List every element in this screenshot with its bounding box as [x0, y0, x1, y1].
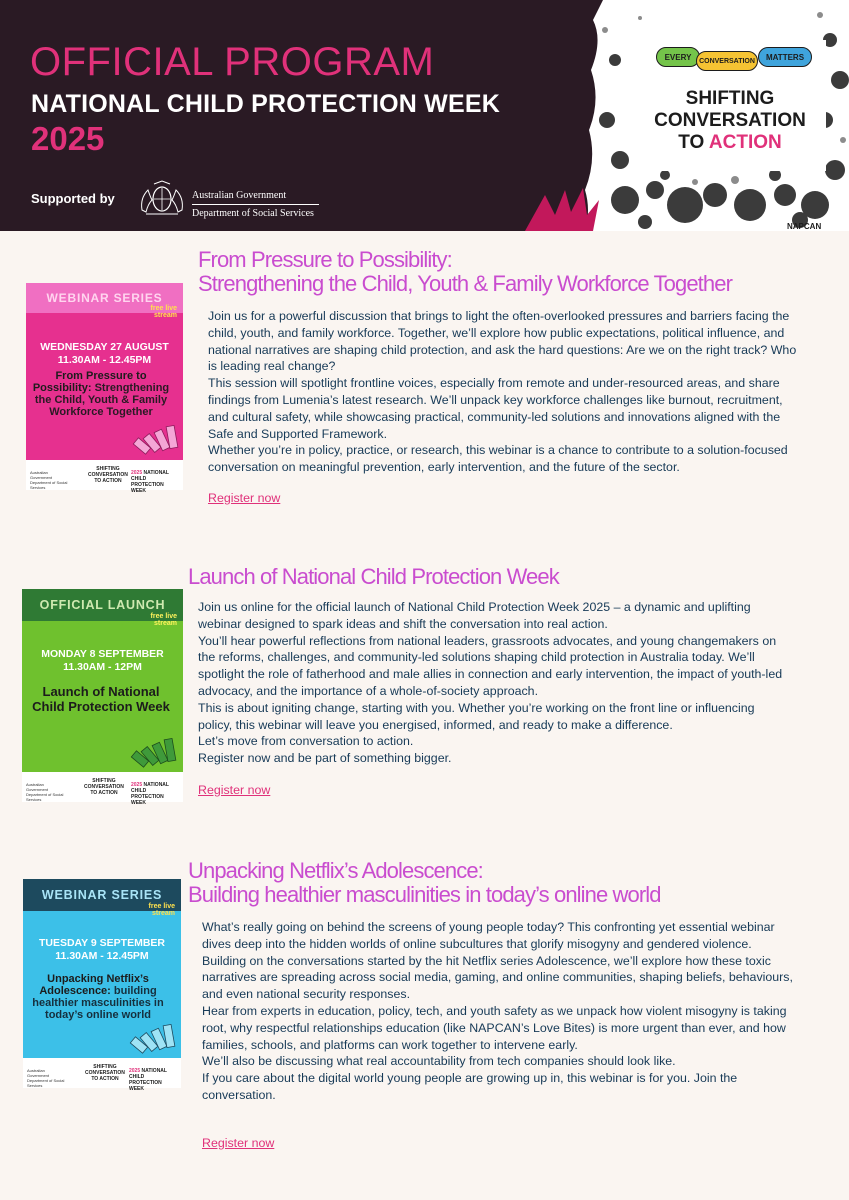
bubble-every: EVERY — [656, 47, 700, 67]
event-2-paragraph: This is about igniting change, starting with you. Whether you’re working on the front line or influencing policy, this webinar will leave you energised, informed, and ready to make a difference. — [198, 700, 755, 732]
event-3-paragraph: What’s really going on behind the screens of young people today? This confronting yet essential webinar dives deep into the hidden worlds of online subcultures that glorify misogyny and gendered violence. — [202, 920, 775, 951]
poster-footer-logo-line1-3: SHIFTING — [93, 1064, 117, 1070]
poster-footer-year-3: 2025 — [129, 1068, 141, 1074]
event-2-paragraph: Register now and be part of something bigger. — [198, 751, 452, 766]
poster-footer-logo-line2-1: CONVERSATION — [88, 472, 128, 478]
poster-title-2 — [32, 684, 170, 714]
supported-by-label: Supported by — [31, 191, 115, 206]
event-3-paragraph: If you care about the digital world young people are growing up in, this webinar is for you. Join the conversation. — [202, 1071, 738, 1102]
slogan-line-1: SHIFTING — [685, 88, 775, 109]
poster-label-1: WEBINAR SERIES — [46, 291, 163, 305]
event-poster-3 — [23, 879, 181, 1092]
poster-time-3: 11.30AM - 12.45PM — [55, 950, 149, 962]
poster-free-3: free live stream — [148, 903, 175, 917]
event-2-paragraph: Let’s move from conversation to action. — [198, 734, 414, 749]
event-poster-1 — [26, 283, 183, 494]
event-3-title-line1: Unpacking Netflix’s Adolescence: — [188, 858, 483, 883]
event-1-title-line2: Strengthening the Child, Youth & Family Workforce Together — [198, 271, 732, 296]
event-2-title-line1: Launch of National Child Protection Week — [188, 564, 559, 589]
napcan-logo: NAPCAN — [787, 222, 822, 231]
poster-footer-logo-line3-3: TO ACTION — [91, 1076, 119, 1082]
gov-line-1: Australian Government — [192, 190, 287, 201]
slogan-to: TO — [678, 132, 709, 153]
event-1-paragraph: Join us for a powerful discussion that brings to light the often-overlooked pressures and barriers facing the child, youth, and family workforce. Together, we’ll explore how public expectations, political influence, and national narratives are shaping child protection, and ask the hard questions: Are we on the right track? Who is leading real change? — [208, 309, 797, 374]
poster-footer-logo-1 — [88, 466, 128, 484]
event-1-paragraph: Whether you’re in policy, practice, or research, this webinar is a chance to contribute to a solution-focused conversation on meaningful prevention, early intervention, and the future of the sector. — [208, 443, 788, 475]
event-3-paragraph: We’ll also be discussing what real accountability from tech companies should look like. — [202, 1054, 676, 1069]
poster-free-2: free live stream — [150, 613, 177, 627]
domino-graphic-2 — [132, 729, 182, 769]
poster-footer-logo-line2-2: CONVERSATION — [84, 784, 124, 790]
badge-slogan — [634, 88, 826, 154]
gov-divider — [192, 204, 319, 205]
poster-footer-logo-line1-2: SHIFTING — [92, 778, 116, 784]
government-logo-text — [192, 189, 319, 220]
event-poster-2 — [22, 589, 183, 806]
domino-graphic-1 — [134, 418, 182, 456]
poster-footer-logo-line2-3: CONVERSATION — [85, 1070, 125, 1076]
poster-title-bold-1: From Pressure to Possibility: — [32, 370, 147, 394]
event-3-paragraph: Hear from experts in education, policy, tech, and youth safety as we unpack how violent misogyny is taking root, why respectful relationships education (like NAPCAN’s Love Bites) is more urgent than ever, and how families, schools, and platforms can work together to intervene early. — [202, 1003, 787, 1052]
event-1-paragraph: This session will spotlight frontline voices, especially from remote and under-resourced areas, and share findings from Lumenia’s latest research. We’ll unpack key workforce challenges like burnout, recruitment, and cultural safety, while showcasing practical, community-led solutions and innovations aligned with the Safe and Supported Framework. — [208, 376, 783, 441]
poster-footer-week-text-1: NATIONAL CHILD PROTECTION WEEK — [131, 470, 169, 494]
poster-label-2: OFFICIAL LAUNCH — [39, 598, 166, 612]
event-2-register-link[interactable]: Register now — [198, 783, 271, 797]
program-header — [0, 0, 849, 231]
slogan-action: ACTION — [708, 132, 782, 153]
poster-title-rest-1: Strengthening the Child, Youth & Family Workforce Together — [34, 382, 170, 418]
poster-footer-week-2 — [131, 782, 179, 806]
poster-footer-logo-line3-1: TO ACTION — [94, 478, 122, 484]
poster-footer-1 — [26, 460, 183, 494]
poster-footer-gov-1: Australian Government Department of Social Services — [30, 470, 68, 490]
poster-free-1: free live stream — [150, 305, 177, 319]
event-3-description — [202, 919, 796, 1104]
bubble-conversation: CONVERSATION — [696, 51, 758, 71]
event-2-description — [198, 599, 788, 767]
poster-footer-gov-2: Australian Government Department of Social Services — [26, 782, 64, 802]
poster-title-3 — [29, 973, 167, 1021]
poster-footer-2 — [22, 772, 183, 806]
header-title-official-program: OFFICIAL PROGRAM — [30, 40, 435, 84]
poster-title-bold-2: Launch of National Child Protection Week — [32, 684, 170, 714]
poster-label-3: WEBINAR SERIES — [41, 888, 163, 902]
poster-time-1: 11.30AM - 12.45PM — [57, 354, 152, 366]
coat-of-arms-icon — [136, 180, 188, 218]
event-2-title — [188, 565, 559, 589]
event-2-paragraph: Join us online for the official launch of National Child Protection Week 2025 – a dynamic and uplifting webinar designed to spark ideas and shift the conversation into real action. — [198, 600, 751, 631]
poster-title-bold-3: Unpacking Netflix’s Adolescence: — [39, 973, 149, 997]
poster-time-2: 11.30AM - 12PM — [63, 661, 142, 673]
event-3-paragraph: Building on the conversations started by the hit Netflix series Adolescence, we’ll explore how these toxic narratives are spreading across social media, gaming, and online communities, shaping beliefs, behaviours, and even national security responses. — [202, 953, 793, 1002]
poster-footer-logo-line3-2: TO ACTION — [90, 790, 118, 796]
slogan-line-2: CONVERSATION — [654, 110, 806, 131]
event-3-title — [188, 859, 661, 907]
event-1-title-line1: From Pressure to Possibility: — [198, 247, 452, 272]
gov-line-2: Department of Social Services — [192, 208, 314, 219]
domino-graphic-3 — [131, 1017, 179, 1055]
poster-footer-week-1 — [131, 470, 179, 494]
poster-footer-week-text-2: NATIONAL CHILD PROTECTION WEEK — [131, 782, 169, 806]
bubble-matters: MATTERS — [758, 47, 812, 67]
event-2-paragraph: You’ll hear powerful reflections from national leaders, grassroots advocates, and young changemakers on the reforms, challenges, and community-led solutions shaping child protection in Australia today. We’ll spotlight the role of fatherhood and male allies in connection and early intervention, the impact of youth-led advocacy, and the importance of a whole-of-society approach. — [198, 633, 783, 698]
poster-footer-year-1: 2025 — [131, 470, 143, 476]
poster-date-3: TUESDAY 9 SEPTEMBER — [38, 937, 166, 949]
header-title-year: 2025 — [31, 120, 105, 157]
poster-footer-logo-2 — [84, 778, 124, 796]
poster-footer-logo-line1-1: SHIFTING — [96, 466, 120, 472]
poster-footer-week-3 — [129, 1068, 177, 1092]
event-3-title-line2: Building healthier masculinities in today’s online world — [188, 882, 661, 907]
event-3-register-link[interactable]: Register now — [202, 1136, 275, 1150]
event-1-title — [198, 248, 732, 296]
poster-footer-logo-3 — [85, 1064, 125, 1082]
header-title-week: NATIONAL CHILD PROTECTION WEEK — [31, 90, 500, 118]
slogan-line-3 — [634, 132, 826, 154]
poster-footer-gov-3: Australian Government Department of Social Services — [27, 1068, 65, 1088]
poster-date-1: WEDNESDAY 27 AUGUST — [40, 341, 169, 353]
event-1-description — [208, 308, 798, 476]
poster-footer-year-2: 2025 — [131, 782, 143, 788]
shifting-conversation-badge — [634, 40, 826, 171]
poster-title-1 — [32, 370, 170, 418]
event-1-register-link[interactable]: Register now — [208, 491, 281, 505]
poster-date-2: MONDAY 8 SEPTEMBER — [41, 648, 164, 660]
poster-footer-3 — [23, 1058, 181, 1092]
poster-title-rest-3: building healthier masculinities in today’s online world — [32, 985, 164, 1021]
poster-footer-week-text-3: NATIONAL CHILD PROTECTION WEEK — [129, 1068, 167, 1092]
